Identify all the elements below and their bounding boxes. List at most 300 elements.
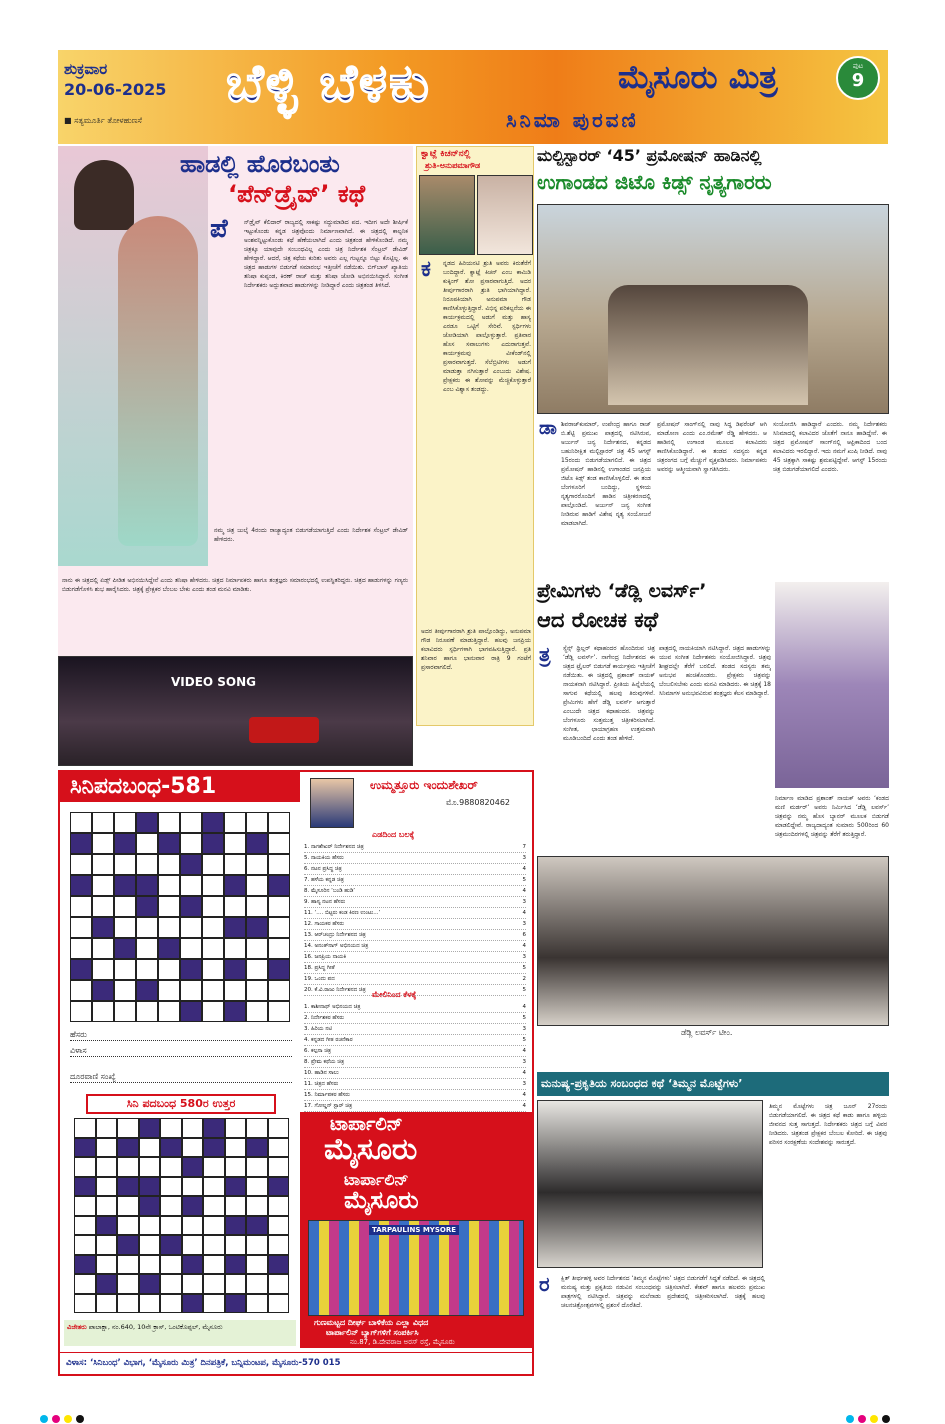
timmana-team-photo (537, 1100, 763, 1268)
crossword-cell[interactable] (202, 938, 224, 959)
crossword-cell[interactable] (136, 938, 158, 959)
answer-cell (268, 1216, 290, 1236)
page-badge (836, 56, 880, 100)
answer-block (74, 1138, 96, 1158)
answer-cell (246, 1235, 268, 1255)
crossword-cell[interactable] (92, 1001, 114, 1022)
clue-row (304, 1057, 526, 1068)
crossword-cell[interactable] (70, 938, 92, 959)
crossword-block (136, 875, 158, 896)
crossword-cell[interactable] (114, 812, 136, 833)
deadly-body: ಸ್ಸ್ಪೆನ್ಸ್ ಥ್ರಿಲ್ಲರ್ ಕಥಾಹಂದರ ಹೊಂದಿರುವ ಚಿತ್ರ ‘ಡೆಡ್ಲಿ ಲವರ್ಸ್’. ನಾಗೇಂದ್ರ ನಿರ್ದೇಶನದ ಈ ಚಿತ್ರದ ಟ್ರೈಲರ್ ಬಿಡುಗಡೆ ಕಾರ್ಯಕ್ರಮ ಇತ್ತೀಚೆಗೆ ನಡೆಯಿತು. ಈ ಚಿತ್ರದಲ್ಲಿ ಪ್ರಶಾಂತ್ ನಾಯಕ್ ನಾಯಕನಾಗಿ ನಟಿಸಿದ್ದಾರೆ. ಪ್ರೀತಿಯ ಹಿನ್ನೆಲೆಯಲ್ಲಿ ಸಾಗುವ ಕಥೆಯಲ್ಲಿ ಹಲವು ತಿರುವುಗಳಿವೆ. ಪ್ರೇಮಿಗಳು ಹೇಗೆ ಡೆಡ್ಲಿ ಲವರ್ಸ್ ಆಗುತ್ತಾರೆ ಎಂಬುದೇ ಚಿತ್ರದ ಕಥಾಹಂದರ. ಚಿತ್ರವನ್ನು ಬೆಂಗಳೂರು ಸುತ್ತಮುತ್ತ ಚಿತ್ರೀಕರಿಸಲಾಗಿದೆ. ಸಂಗೀತ, ಛಾಯಾಗ್ರಹಣ ಉತ್ತಮವಾಗಿ ಮೂಡಿಬಂದಿದೆ ಎಂದು ತಂಡ ಹೇಳಿದೆ. (563, 645, 655, 742)
crossword-block (246, 917, 268, 938)
clue-row (304, 1090, 526, 1101)
clue-row (304, 1079, 526, 1090)
answer-block (117, 1235, 139, 1255)
clue-text: 8. ಮೈಸೂರಿನ ‘ಬಂಡಿ ಹುಡಿ’ (304, 888, 356, 894)
clue-length: 5 (522, 877, 526, 883)
name-label: ಹೆಸರು (70, 1030, 87, 1039)
clue-text: 14. ಅನಂತ್‌ನಾಗ್ ಅಭಿನಯದ ಚಿತ್ರ (304, 943, 369, 949)
clue-length: 3 (522, 855, 526, 861)
answer-cell (117, 1216, 139, 1236)
crossword-cell[interactable] (92, 959, 114, 980)
crossword-block (268, 959, 290, 980)
crossword-block (180, 854, 202, 875)
crossword-cell[interactable] (136, 959, 158, 980)
deadly-lead-letter: ತ್ರ (539, 642, 551, 666)
answer-cell (160, 1118, 182, 1138)
answer-block (225, 1294, 247, 1314)
answer-block (182, 1294, 204, 1314)
answer-cell (96, 1157, 118, 1177)
crossword-cell[interactable] (70, 980, 92, 1001)
timmana-body: ಕ್ಷಿತ್ ತೀರ್ಥಹಳ್ಳಿ ಅವರ ನಿರ್ದೇಶನದ ‘ತಿಮ್ಮನ ಮೊಟ್ಟೆಗಳು’ ಚಿತ್ರದ ಬಿಡುಗಡೆಗೆ ಸಿದ್ಧತೆ ನಡೆದಿದೆ. ಈ ಚಿತ್ರದಲ್ಲಿ ಮನುಷ್ಯ ಮತ್ತು ಪ್ರಕೃತಿಯ ನಡುವಿನ ಸಂಬಂಧವನ್ನು ಚಿತ್ರಿಸಲಾಗಿದೆ. ಕೇಶವ್ ಹಾಗೂ ಹಲವರು ಪ್ರಮುಖ ಪಾತ್ರಗಳಲ್ಲಿ ನಟಿಸಿದ್ದಾರೆ. ಚಿತ್ರವನ್ನು ಮಲೆನಾಡು ಪ್ರದೇಶದಲ್ಲಿ ಚಿತ್ರೀಕರಿಸಲಾಗಿದೆ. ಚಿತ್ರಕ್ಕೆ ಹಲವು ಚಲನಚಿತ್ರೋತ್ಸವಗಳಲ್ಲಿ ಪ್ರಶಂಸೆ ದೊರೆತಿದೆ. (561, 1275, 765, 1309)
answer-cell (160, 1255, 182, 1275)
pendrive-body-2: ನಮ್ಮ ಚಿತ್ರ ಜುಲೈ 4ರಂದು ರಾಜ್ಯಾದ್ಯಂತ ಬಿಡುಗಡೆಯಾಗುತ್ತಿದೆ ಎಂದು ನಿರ್ದೇಶಕ ಸೆಂಟ್ರಲ್ ಡೇವಿಡ್ ಹೇಳಿದರು. (214, 527, 408, 543)
crossword-cell[interactable] (158, 896, 180, 917)
clue-length: 2 (522, 976, 526, 982)
clue-row (304, 842, 526, 853)
answer-cell (203, 1157, 225, 1177)
answer-cell (160, 1274, 182, 1294)
clue-row (304, 1046, 526, 1057)
clue-row (304, 930, 526, 941)
deadly-body-3: ನಿರ್ಮಾಣ ಮಾಡಿದ ಪ್ರಶಾಂತ್ ನಾಯಕ್ ಅವರು ‘ಕಂಡದ ಮಣಿ ಮರ್ಡರ್’ ಅವರು ನಿರ್ಮಿಸಿದ ‘ಡೆಡ್ಲಿ ಲವರ್ಸ್’ ಚಿತ್ರವನ್ನು ನಮ್ಮ ಹೊಸ ಬ್ಯಾನರ್ ಮೂಲಕ ಬಿಡುಗಡೆ ಮಾಡಲಿದ್ದೇವೆ. ರಾಜ್ಯದಾದ್ಯಂತ ಸುಮಾರು 500ರಿಂದ 60 ಚಿತ್ರಮಂದಿರಗಳಲ್ಲಿ ಚಿತ್ರವನ್ನು ತೆರೆಗೆ ತರುತ್ತಿದ್ದಾರೆ. (775, 795, 889, 838)
winner-text: ಪಾಲಾಕ್ಷಾ, ನಂ.640, 10ನೇ ಕ್ರಾಸ್, ಒಂಟಿಕೊಪ್ಪಲ್, ಮೈಸೂರು (88, 1323, 223, 1331)
crossword-cell[interactable] (224, 896, 246, 917)
clue-row (304, 1002, 526, 1013)
ad-line-1: ಟಾರ್ಪಾಲಿನ್ (330, 1114, 403, 1135)
crossword-block (70, 833, 92, 854)
answer-cell (268, 1196, 290, 1216)
crossword-cell[interactable] (136, 854, 158, 875)
answer-cell (96, 1235, 118, 1255)
clue-row (304, 908, 526, 919)
crossword-cell[interactable] (268, 896, 290, 917)
crossword-block (224, 1001, 246, 1022)
crossword-cell[interactable] (92, 854, 114, 875)
clue-length: 4 (522, 1070, 526, 1076)
actor-figure (74, 160, 134, 230)
crossword-cell[interactable] (70, 812, 92, 833)
answer-block (203, 1118, 225, 1138)
crossword-cell[interactable] (224, 854, 246, 875)
clue-row (304, 1068, 526, 1079)
answer-cell (182, 1118, 204, 1138)
crossword-cell[interactable] (136, 917, 158, 938)
crossword-cell[interactable] (202, 854, 224, 875)
answer-cell (225, 1274, 247, 1294)
shop-sign: TARPAULINS MYSORE (369, 1225, 459, 1235)
crossword-cell[interactable] (180, 833, 202, 854)
answer-block (139, 1196, 161, 1216)
answer-cell (246, 1274, 268, 1294)
answer-block (139, 1118, 161, 1138)
clue-text: 1. ನಾಗಶೇಖರ್ ನಿರ್ದೇಶನದ ಚಿತ್ರ (304, 844, 364, 850)
masthead-title: ಬೆಳ್ಳಿ ಬೆಳಕು (226, 54, 432, 114)
crossword-cell[interactable] (114, 896, 136, 917)
kitchen-kicker-2: ಶ್ರುತಿ-ಅನುಪಮಾಗೌಡ (425, 161, 481, 170)
crossword-block (224, 875, 246, 896)
crossword-cell[interactable] (224, 938, 246, 959)
phone-line (70, 1072, 292, 1083)
crossword-cell[interactable] (158, 1001, 180, 1022)
answer-block (203, 1138, 225, 1158)
answer-cell (74, 1216, 96, 1236)
group-figures (608, 285, 808, 405)
crossword-cell[interactable] (268, 833, 290, 854)
masthead (58, 50, 888, 144)
crossword-cell[interactable] (202, 959, 224, 980)
kitchen-body-2: ಅದರ ತೀರ್ಪುಗಾರರಾಗಿ ಶ್ರುತಿ ಪಾಲ್ಗೊಂಡಿದ್ದು, ಅನುಪಮಾ ಗೌಡ ನಿರೂಪಣೆ ಮಾಡುತ್ತಿದ್ದಾರೆ. ಹಲವು ಜನಪ್ರಿಯ ಕಲಾವಿದರು ಸ್ಪರ್ಧಿಗಳಾಗಿ ಭಾಗವಹಿಸುತ್ತಿದ್ದಾರೆ. ಪ್ರತಿ ಶನಿವಾರ ಹಾಗೂ ಭಾನುವಾರ ರಾತ್ರಿ 9 ಗಂಟೆಗೆ ಪ್ರಸಾರವಾಗಲಿದೆ. (421, 628, 531, 671)
ad-tag-1: ಗುಣಮಟ್ಟದ ದೀರ್ಘ ಬಾಳಿಕೆಯ ಎಲ್ಲಾ ವಿಧದ (314, 1318, 429, 1327)
crossword-cell[interactable] (114, 959, 136, 980)
crossword-cell[interactable] (158, 812, 180, 833)
kitchen-body: ನ್ನಡದ ಹಿರಿಯನಟಿ ಶ್ರುತಿ ಅವರು ಕಿರುತೆರೆಗೆ ಬಂದಿದ್ದಾರೆ. ಕ್ವಾಟ್ಲೆ ಕಿಚನ್ ಎಂಬ ಕಾಮಿಡಿ ಕುಕ್ಕಿಂಗ್ ಶೋ ಪ್ರಸಾರವಾಗುತ್ತಿದೆ. ಅದರ ತೀರ್ಪುಗಾರರಾಗಿ ಶ್ರುತಿ ಭಾಗಿಯಾಗಿದ್ದಾರೆ. ನಿರೂಪಕಿಯಾಗಿ ಅನುಪಮಾ ಗೌಡ ಕಾಣಿಸಿಕೊಳ್ಳುತ್ತಿದ್ದಾರೆ. ವಿಭಿನ್ನ ಪರಿಕಲ್ಪನೆಯ ಈ ಕಾರ್ಯಕ್ರಮದಲ್ಲಿ ಅಡುಗೆ ಮತ್ತು ಹಾಸ್ಯ ಎರಡೂ ಒಟ್ಟಿಗೆ ಸೇರಿವೆ. ಸ್ಪರ್ಧಿಗಳು ಜೋಡಿಯಾಗಿ ಪಾಲ್ಗೊಳ್ಳುತ್ತಾರೆ. ಪ್ರತಿವಾರ ಹೊಸ ಸವಾಲುಗಳು ಎದುರಾಗುತ್ತವೆ. ಕಾರ್ಯಕ್ರಮವು ವೀಕೆಂಡ್‌ನಲ್ಲಿ ಪ್ರಸಾರವಾಗುತ್ತದೆ. ಸೆಲೆಬ್ರಿಟಿಗಳು ಅಡುಗೆ ಮಾಡುತ್ತಾ ನಗಿಸುತ್ತಾರೆ ಎಂಬುದು ವಿಶೇಷ. ಪ್ರೇಕ್ಷಕರು ಈ ಶೋವನ್ನು ಮೆಚ್ಚಿಕೊಳ್ಳುತ್ತಾರೆ ಎಂಬ ವಿಶ್ವಾಸ ತಂಡದ್ದು. (443, 260, 531, 393)
clue-row (304, 941, 526, 952)
answer-block (182, 1157, 204, 1177)
answer-block (96, 1274, 118, 1294)
across-clues (304, 842, 526, 996)
crossword-block (246, 833, 268, 854)
crossword-block (114, 833, 136, 854)
clue-text: 4. ಕನ್ನಡದ ಗೀತ ರಚನೆಕಾರ (304, 1037, 353, 1043)
crossword-block (136, 896, 158, 917)
ad-line-3: ಟಾರ್ಪಾಲಿನ್ (344, 1170, 409, 1189)
crossword-block (114, 938, 136, 959)
clue-text: 11. ಚಿತ್ರದ ಹೆಸರು (304, 1081, 339, 1087)
crossword-cell[interactable] (202, 980, 224, 1001)
page-label: ಪುಟ (852, 62, 864, 70)
answer-block (117, 1138, 139, 1158)
answer-cell (203, 1177, 225, 1197)
crossword-cell[interactable] (268, 1001, 290, 1022)
answer-cell (96, 1294, 118, 1314)
crossword-cell[interactable] (70, 854, 92, 875)
clue-text: 18. ಪ್ರಸಿದ್ಧ ಗೀತೆ (304, 965, 335, 971)
answer-cell (182, 1138, 204, 1158)
page-number: 9 (851, 70, 865, 91)
45-body-2: ಪ್ರಮೋಷನ್ ಸಾಂಗ್‌ನಲ್ಲಿ ನಾವು ಸಿದ್ಧ ಡಿಫರೆಂಟ್ ಆಗಿ ಮಾಡೋಣ ಎಂದು ಎಂ.ರಮೇಶ್ ರೆಡ್ಡಿ ಹೇಳಿದರು. ಆ ಹಾಡಿನಲ್ಲಿ ಉಗಾಂಡ ಮೂಲದ ಕಲಾವಿದರು ಕಾಣಿಸಿಕೊಂಡಿದ್ದಾರೆ. ಈ ತಂಡದ ಸದಸ್ಯರು ಕನ್ನಡ ಚಿತ್ರರಂಗದ ಬಗ್ಗೆ ಮೆಚ್ಚುಗೆ ವ್ಯಕ್ತಪಡಿಸಿದರು. ನಿರ್ಮಾಪಕರು ಅವರನ್ನು ಆತ್ಮೀಯವಾಗಿ ಸ್ವಾಗತಿಸಿದರು. (657, 421, 767, 473)
answer-block (225, 1177, 247, 1197)
masthead-byline: ■ ಸತ್ಯಮೂರ್ತಿ ತೋಳಹುಣಸೆ (64, 116, 142, 125)
crossword-cell[interactable] (202, 875, 224, 896)
crossword-cell[interactable] (224, 980, 246, 1001)
answer-cell (160, 1216, 182, 1236)
crossword-cell[interactable] (246, 1001, 268, 1022)
crossword-cell[interactable] (246, 854, 268, 875)
registration-marks-left (40, 1408, 88, 1424)
crossword-block (224, 917, 246, 938)
story-45 (537, 146, 889, 556)
crossword-cell[interactable] (180, 875, 202, 896)
video-song-label: VIDEO SONG (171, 675, 257, 689)
answer-cell (246, 1177, 268, 1197)
clue-text: 17. ಗೋಲ್ಡನ್ ಸ್ಟಾರ್ ಚಿತ್ರ (304, 1103, 353, 1109)
answer-cell (246, 1157, 268, 1177)
clue-text: 6. ಕಲ್ಪನಾ ಚಿತ್ರ (304, 1048, 332, 1054)
answer-cell (246, 1118, 268, 1138)
crossword-cell[interactable] (136, 1001, 158, 1022)
clue-length: 4 (522, 888, 526, 894)
answer-cell (225, 1235, 247, 1255)
pendrive-headline-2: ‘ಪೆನ್‌ಡ್ರೈವ್’ ಕಥೆ (228, 180, 366, 208)
answer-cell (117, 1294, 139, 1314)
crossword-cell[interactable] (158, 959, 180, 980)
crossword-block (70, 875, 92, 896)
ad-line-2: ಮೈಸೂರು (324, 1132, 418, 1167)
crossword-cell[interactable] (158, 854, 180, 875)
crossword-cell[interactable] (92, 938, 114, 959)
clue-length: 4 (522, 1004, 526, 1010)
crossword-cell[interactable] (246, 896, 268, 917)
answer-cell (139, 1255, 161, 1275)
clue-length: 3 (522, 921, 526, 927)
answer-block (74, 1177, 96, 1197)
crossword-cell[interactable] (114, 1001, 136, 1022)
crossword-block (202, 812, 224, 833)
author-phone: ಮೊ.9880820462 (446, 798, 511, 807)
name-line (70, 1030, 292, 1041)
crossword-cell[interactable] (202, 1001, 224, 1022)
45-body-3: ಸಂಯೋಜಿಸಿ ಹಾಡಿದ್ದಾರೆ ಎಂದರು. ನಮ್ಮ ನಿರ್ದೇಶಕರು ಸಿನಿಮಾದಲ್ಲಿ ಕಲಾವಿದರ ಜೊತೆಗೆ ನಾನೂ ಹಾಡಿದ್ದೇನೆ. ಈ ಚಿತ್ರದ ಪ್ರಮೋಷನ್ ಸಾಂಗ್‌ನಲ್ಲಿ ಆಫ್ರಿಕಾದಿಂದ ಬಂದ ಕಲಾವಿದರು ಇರಲಿದ್ದಾರೆ. ಇದು ನಮಗೆ ಖುಷಿ ನೀಡಿದೆ. ನಾವು 45 ಚಿತ್ರಕ್ಕಾಗಿ ಸಾಕಷ್ಟು ಶ್ರಮಪಟ್ಟಿದ್ದೇವೆ. ಆಗಸ್ಟ್ 15ರಂದು ಚಿತ್ರ ಬಿಡುಗಡೆಯಾಗಲಿದೆ ಎಂದರು. (773, 421, 887, 473)
clue-text: 9. ಹಾಸ್ಯ ನಟನ ಹೆಸರು (304, 899, 346, 905)
crossword-cell[interactable] (180, 917, 202, 938)
clue-text: 15. ನಿರ್ಮಾಪಕರ ಹೆಸರು (304, 1092, 350, 1098)
crossword-cell[interactable] (224, 812, 246, 833)
crossword-block (70, 959, 92, 980)
down-clues (304, 1002, 526, 1112)
clue-text: 12. ಗಾಯಕರ ಹೆಸರು (304, 921, 345, 927)
deadly-headline-1: ಪ್ರೇಮಿಗಳು ‘ಡೆಡ್ಲಿ ಲವರ್ಸ್’ (537, 580, 707, 602)
answer-block (139, 1177, 161, 1197)
clue-text: 16. ಜನಪ್ರಿಯ ನಾಯಕಿ (304, 954, 347, 960)
45-body: ಶಿವರಾಜ್‌ಕುಮಾರ್, ಉಪೇಂದ್ರ ಹಾಗೂ ರಾಜ್ ಬಿ.ಶೆಟ್ಟಿ ಪ್ರಮುಖ ಪಾತ್ರದಲ್ಲಿ ನಟಿಸಿರುವ, ಅರ್ಜುನ್ ಜನ್ಯ ನಿರ್ದೇಶನದ, ಕನ್ನಡದ ಬಹುನಿರೀಕ್ಷಿತ ಮಲ್ಟಿಸ್ಟಾರರ್ ಚಿತ್ರ 45 ಆಗಸ್ಟ್ 15ರಂದು ಬಿಡುಗಡೆಯಾಗಲಿದೆ. ಈ ಚಿತ್ರದ ಪ್ರಮೋಷನ್ ಹಾಡಿನಲ್ಲಿ ಉಗಾಂಡದ ಜನಪ್ರಿಯ ಜಿಟೊ ಕಿಡ್ಸ್ ತಂಡ ಕಾಣಿಸಿಕೊಳ್ಳಲಿದೆ. ಈ ತಂಡ ಬೆಂಗಳೂರಿಗೆ ಬಂದಿದ್ದು, ಸ್ಥಳೀಯ ನೃತ್ಯಗಾರರೊಂದಿಗೆ ಹಾಡಿನ ಚಿತ್ರೀಕರಣದಲ್ಲಿ ಪಾಲ್ಗೊಂಡಿದೆ. ಅರ್ಜುನ್ ಜನ್ಯ ಸಂಗೀತ ನೀಡಿರುವ ಹಾಡಿಗೆ ವಿಶೇಷ ನೃತ್ಯ ಸಂಯೋಜನೆ ಮಾಡಲಾಗಿದೆ. (561, 421, 651, 527)
crossword-cell[interactable] (246, 959, 268, 980)
masthead-subtitle: ಸಿನಿಮಾ ಪುರವಣಿ (506, 108, 639, 132)
answer-cell (117, 1255, 139, 1275)
answer-cell (96, 1138, 118, 1158)
winner-label: ವಿಜೇತರು (67, 1323, 87, 1331)
crossword-title: ಸಿನಿಪದಬಂಧ-581 (70, 774, 217, 799)
crossword-grid (70, 812, 292, 1022)
crossword-cell[interactable] (92, 812, 114, 833)
crossword-block (268, 875, 290, 896)
clue-length: 3 (522, 899, 526, 905)
answer-cell (139, 1235, 161, 1255)
crossword-cell[interactable] (70, 917, 92, 938)
answer-cell (74, 1294, 96, 1314)
answer-cell (268, 1235, 290, 1255)
crossword-block (92, 917, 114, 938)
answer-cell (117, 1157, 139, 1177)
footer-address: ವಿಳಾಸ: ‘ಸಿನಿಬಂಧ’ ವಿಭಾಗ, ‘ಮೈಸೂರು ಮಿತ್ರ’ ದಿನಪತ್ರಿಕೆ, ಬನ್ನಿಮಂಟಪ, ಮೈಸೂರು-570 015 (66, 1358, 341, 1368)
clue-row (304, 1035, 526, 1046)
crossword-cell[interactable] (180, 938, 202, 959)
answer-cell (268, 1157, 290, 1177)
clue-length: 4 (522, 1103, 526, 1109)
actress-photo (775, 582, 889, 788)
answer-cell (203, 1196, 225, 1216)
clue-length: 4 (522, 866, 526, 872)
clue-text: 11. ‘.... ಬಿಟ್ಟರು ಕಂಡ ಕಿರಣ ಉಂಟು...’ (304, 910, 381, 916)
answer-block (225, 1255, 247, 1275)
answer-cell (246, 1196, 268, 1216)
answer-cell (74, 1196, 96, 1216)
crossword-block (158, 938, 180, 959)
answer-cell (182, 1216, 204, 1236)
pendrive-event-photo (58, 656, 413, 766)
crossword-cell[interactable] (70, 896, 92, 917)
answer-block (182, 1196, 204, 1216)
crossword-cell[interactable] (92, 833, 114, 854)
story-kitchen (416, 146, 534, 726)
crossword-title-bar (60, 772, 300, 802)
crossword-cell[interactable] (246, 875, 268, 896)
winner-box (64, 1320, 296, 1346)
answer-cell (203, 1216, 225, 1236)
answer-cell (182, 1274, 204, 1294)
answer-block (246, 1216, 268, 1236)
answer-block (182, 1255, 204, 1275)
answer-cell (225, 1138, 247, 1158)
answer-block (139, 1274, 161, 1294)
timmana-body-2: ತಿಮ್ಮನ ಮೊಟ್ಟೆಗಳು ಚಿತ್ರ ಜೂನ್ 27ರಂದು ಬಿಡುಗಡೆಯಾಗಲಿದೆ. ಈ ಚಿತ್ರದ ಕಥೆ ಕಾಡು ಹಾಗೂ ಹಳ್ಳಿಯ ಜೀವನದ ಸುತ್ತ ಸಾಗುತ್ತದೆ. ನಿರ್ದೇಶಕರು ಚಿತ್ರದ ಬಗ್ಗೆ ವಿವರ ನೀಡಿದರು. ಚಿತ್ರತಂಡ ಪ್ರೇಕ್ಷಕರ ಬೆಂಬಲ ಕೋರಿದೆ. ಈ ಚಿತ್ರವು ಪರಿಸರ ಸಂರಕ್ಷಣೆಯ ಸಂದೇಶವನ್ನು ಸಾರುತ್ತದೆ. (769, 1103, 887, 1146)
crossword-cell[interactable] (180, 812, 202, 833)
crossword-cell[interactable] (158, 980, 180, 1001)
story-deadly-lovers (537, 580, 889, 1060)
crossword-footer (60, 1352, 532, 1374)
ad-tag-2: ಟಾರ್ಪಾಲಿನ್ ಬ್ಯಾಗ್‌ಗಳಿಗೆ ಸಂಪರ್ಕಿಸಿ (326, 1328, 419, 1337)
crossword-cell[interactable] (268, 917, 290, 938)
shop-photo (308, 1220, 524, 1316)
answer-cell (96, 1118, 118, 1138)
crossword-cell[interactable] (268, 812, 290, 833)
author-name: ಉಮ್ಮತ್ತೂರು ಇಂದುಶೇಖರ್ (370, 778, 478, 792)
kitchen-photo-anupama (477, 175, 533, 255)
answer-cell (182, 1235, 204, 1255)
answer-cell (268, 1294, 290, 1314)
address-line (70, 1046, 292, 1057)
clue-text: 8. ಪ್ರೇಮ ಕಥೆಯ ಚಿತ್ರ (304, 1059, 345, 1065)
clue-text: 3. ಹಿರಿಯ ನಟಿ (304, 1026, 332, 1032)
crossword-section (58, 770, 534, 1376)
crossword-cell[interactable] (202, 917, 224, 938)
crossword-cell[interactable] (92, 896, 114, 917)
crossword-block (180, 896, 202, 917)
answer-cell (96, 1177, 118, 1197)
masthead-day: ಶುಕ್ರವಾರ (64, 60, 108, 78)
crossword-cell[interactable] (158, 917, 180, 938)
crossword-cell[interactable] (246, 980, 268, 1001)
pendrive-headline-1: ಹಾಡಲ್ಲಿ ಹೊರಬಂತು (180, 150, 340, 178)
clue-text: 10. ಹಾಡಿನ ಸಾಲು (304, 1070, 339, 1076)
answer-cell (160, 1177, 182, 1197)
clue-row (304, 1013, 526, 1024)
answer-cell (268, 1118, 290, 1138)
crossword-cell[interactable] (268, 938, 290, 959)
answer-block (74, 1255, 96, 1275)
clue-length: 3 (522, 1026, 526, 1032)
answer-cell (225, 1196, 247, 1216)
clue-length: 5 (522, 965, 526, 971)
clue-row (304, 886, 526, 897)
pendrive-body-3: ನಾನು ಈ ಚಿತ್ರದಲ್ಲಿ ಏಡ್ಸ್ ಪೀಡಿತ ಅಭಿನಯಿಸಿದ್ದೇನೆ ಎಂದು ತನಿಷಾ ಹೇಳಿದರು. ಚಿತ್ರದ ನಿರ್ಮಾಪಕರು ಹಾಗೂ ತಂತ್ರಜ್ಞರು ಸಮಾರಂಭದಲ್ಲಿ ಉಪಸ್ಥಿತರಿದ್ದರು. ಚಿತ್ರದ ಹಾಡುಗಳನ್ನು ಗಣ್ಯರು ಬಿಡುಗಡೆಗೊಳಿಸಿ ಶುಭ ಹಾರೈಸಿದರು. ಚಿತ್ರಕ್ಕೆ ಪ್ರೇಕ್ಷಕರ ಬೆಂಬಲ ಬೇಕು ಎಂದು ತಂಡ ಮನವಿ ಮಾಡಿತು. (62, 577, 408, 593)
answer-cell (139, 1138, 161, 1158)
crossword-cell[interactable] (136, 833, 158, 854)
across-title: ಎಡದಿಂದ ಬಲಕ್ಕೆ (372, 830, 415, 839)
answer-cell (74, 1274, 96, 1294)
crossword-cell[interactable] (224, 833, 246, 854)
clue-length: 7 (522, 844, 526, 850)
crossword-block (180, 1001, 202, 1022)
45-headline-1: ಮಲ್ಟಿಸ್ಟಾರರ್ ‘45’ ಪ್ರಮೋಷನ್ ಹಾಡಿನಲ್ಲಿ (537, 146, 762, 165)
answer-cell (225, 1118, 247, 1138)
clue-length: 4 (522, 943, 526, 949)
pendrive-prop (249, 717, 319, 743)
crossword-cell[interactable] (114, 980, 136, 1001)
clue-row (304, 1024, 526, 1035)
crossword-cell[interactable] (180, 980, 202, 1001)
clue-row (304, 974, 526, 985)
crossword-block (202, 833, 224, 854)
clue-row (304, 853, 526, 864)
clue-length: 3 (522, 1059, 526, 1065)
deadly-headline-2: ಆದ ರೋಚಕ ಕಥೆ (537, 608, 659, 632)
crossword-cell[interactable] (246, 938, 268, 959)
answer-cell (203, 1235, 225, 1255)
clue-row (304, 952, 526, 963)
crossword-cell[interactable] (202, 896, 224, 917)
answer-cells (74, 1118, 292, 1313)
masthead-date: 20-06-2025 (64, 80, 167, 99)
crossword-cell[interactable] (70, 1001, 92, 1022)
pendrive-lead-letter: ಪೆ (210, 214, 228, 244)
answer-block (268, 1177, 290, 1197)
crossword-cell[interactable] (114, 917, 136, 938)
crossword-cell[interactable] (246, 812, 268, 833)
answer-cell (139, 1216, 161, 1236)
clue-length: 4 (522, 910, 526, 916)
actress-figure (118, 216, 198, 546)
clue-text: 6. ನಟನ ಪ್ರಸಿದ್ಧ ಚಿತ್ರ (304, 866, 342, 872)
crossword-cell[interactable] (268, 980, 290, 1001)
answer-cell (182, 1177, 204, 1197)
jito-kids-photo (537, 204, 889, 414)
answer-cell (203, 1294, 225, 1314)
clue-length: 5 (522, 1037, 526, 1043)
deadly-team-photo (537, 856, 889, 1026)
ad-address: ನಂ.87, ಡಿ.ದೇವರಾಜ ಅರಸ್ ರಸ್ತೆ, ಮೈಸೂರು (350, 1338, 455, 1346)
answer-grid (74, 1118, 292, 1318)
crossword-cell[interactable] (114, 854, 136, 875)
answer-cell (139, 1294, 161, 1314)
clue-length: 3 (522, 954, 526, 960)
crossword-cell[interactable] (158, 875, 180, 896)
answer-cell (96, 1196, 118, 1216)
kitchen-kicker-1: ಕ್ವಾಟ್ಲೆ ಕಿಚನ್‌ನಲ್ಲಿ (421, 149, 471, 159)
answer-block (246, 1138, 268, 1158)
answer-cell (74, 1157, 96, 1177)
clue-length: 3 (522, 1081, 526, 1087)
crossword-cell[interactable] (268, 854, 290, 875)
clue-text: 20. ಕೆ.ವಿ.ರಾಜು ನಿರ್ದೇಶನದ ಚಿತ್ರ (304, 987, 366, 993)
answer-cell (268, 1274, 290, 1294)
crossword-cells (70, 812, 292, 1022)
crossword-cell[interactable] (92, 875, 114, 896)
answer-block (160, 1235, 182, 1255)
answer-cell (225, 1157, 247, 1177)
